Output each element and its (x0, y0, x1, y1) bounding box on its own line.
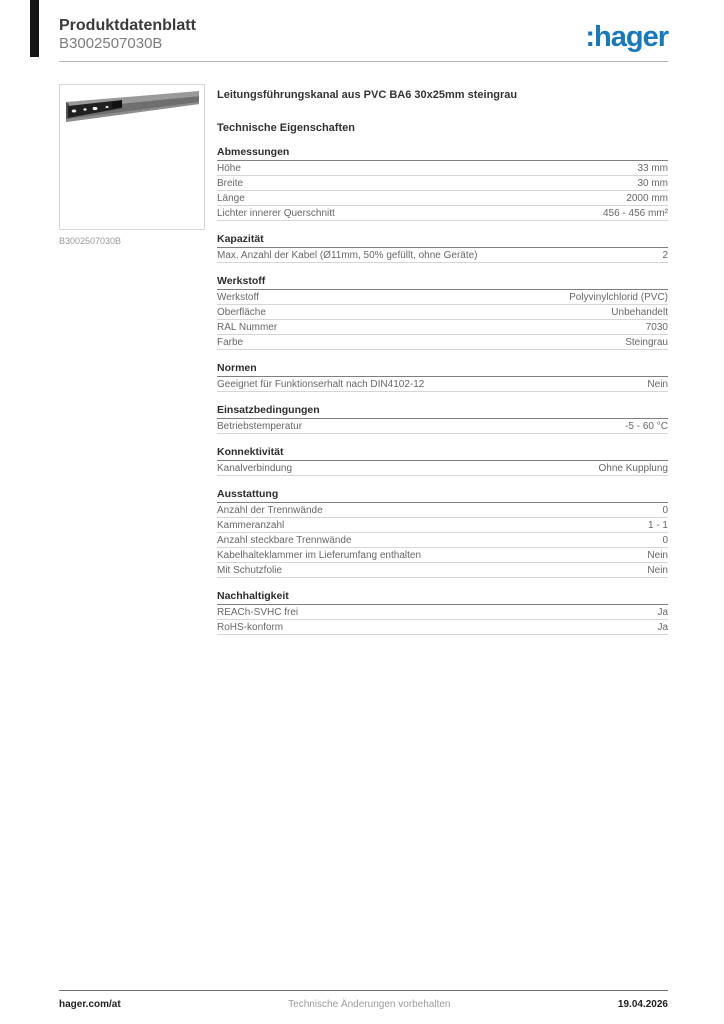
product-reference: B3002507030B (59, 35, 163, 53)
spec-label: Anzahl steckbare Trennwände (217, 534, 352, 546)
spec-value: Nein (647, 564, 668, 576)
spec-row (217, 503, 668, 518)
spec-label: Länge (217, 192, 245, 204)
spec-row (217, 377, 668, 392)
spec-label: Farbe (217, 336, 244, 348)
spec-value: Ja (657, 606, 668, 618)
spec-row (217, 248, 668, 263)
spec-value: 0 (662, 504, 668, 516)
tech-sections (217, 146, 668, 635)
spec-section (217, 233, 668, 263)
footer-website-link[interactable]: hager.com/at (59, 999, 121, 1010)
spec-section-title: Ausstattung (217, 488, 668, 503)
spec-value: 2000 mm (626, 192, 668, 204)
spec-row (217, 461, 668, 476)
spec-row (217, 533, 668, 548)
spec-row (217, 176, 668, 191)
spec-label: Geeignet für Funktionserhalt nach DIN4102-12 (217, 378, 425, 390)
hager-logo: :hager (585, 21, 668, 53)
spec-label: Max. Anzahl der Kabel (Ø11mm, 50% gefüllt, ohne Geräte) (217, 249, 478, 261)
spec-row (217, 548, 668, 563)
spec-row (217, 320, 668, 335)
product-image-caption: B3002507030B (59, 236, 122, 247)
spec-label: Oberfläche (217, 306, 266, 318)
spec-value: 30 mm (637, 177, 668, 189)
spec-label: Breite (217, 177, 244, 189)
spec-column (217, 84, 668, 635)
footer-date: 19.04.2026 (617, 999, 668, 1010)
spec-section-title: Nachhaltigkeit (217, 590, 668, 605)
spec-section (217, 446, 668, 476)
spec-row (217, 305, 668, 320)
product-title: Leitungsführungskanal aus PVC BA6 30x25mm steingrau (217, 89, 518, 102)
spec-section (217, 590, 668, 635)
spec-section-title: Normen (217, 362, 668, 377)
spec-section-title: Konnektivität (217, 446, 668, 461)
header (59, 16, 668, 62)
spec-value: Nein (647, 549, 668, 561)
spec-value: 33 mm (637, 162, 668, 174)
spec-section (217, 488, 668, 578)
spec-value: 2 (662, 249, 668, 261)
spec-label: Kammeranzahl (217, 519, 285, 531)
spec-label: Kanalverbindung (217, 462, 293, 474)
spec-label: RAL Nummer (217, 321, 278, 333)
spec-row (217, 206, 668, 221)
header-titles (59, 16, 196, 53)
spec-value: Nein (647, 378, 668, 390)
spec-value: 1 - 1 (647, 519, 668, 531)
spec-value: Unbehandelt (611, 306, 668, 318)
spec-value: -5 - 60 °C (625, 420, 668, 432)
spec-row (217, 563, 668, 578)
spec-section (217, 146, 668, 221)
spec-label: Lichter innerer Querschnitt (217, 207, 335, 219)
spec-value: 7030 (645, 321, 668, 333)
spec-value: Ohne Kupplung (598, 462, 668, 474)
spec-label: REACh-SVHC frei (217, 606, 299, 618)
product-image-column (59, 84, 205, 635)
spec-label: Anzahl der Trennwände (217, 504, 323, 516)
spec-label: Werkstoff (217, 291, 259, 303)
spec-label: Mit Schutzfolie (217, 564, 283, 576)
spec-section-title: Abmessungen (217, 146, 668, 161)
spec-value: Polyvinylchlorid (PVC) (569, 291, 668, 303)
cable-trunking-icon (60, 85, 204, 229)
footer-disclaimer: Technische Änderungen vorbehalten (288, 999, 451, 1010)
spec-row (217, 605, 668, 620)
spec-section (217, 404, 668, 434)
footer (59, 990, 668, 1010)
tech-heading: Technische Eigenschaften (217, 122, 355, 135)
spec-section (217, 275, 668, 350)
spec-label: Höhe (217, 162, 241, 174)
spec-row (217, 191, 668, 206)
document-title: Produktdatenblatt (59, 17, 196, 34)
spec-row (217, 419, 668, 434)
spec-label: Kabelhalteklammer im Lieferumfang enthalten (217, 549, 421, 561)
spec-value: 456 - 456 mm² (602, 207, 668, 219)
spec-value: Ja (657, 621, 668, 633)
spec-section-title: Werkstoff (217, 275, 668, 290)
spec-section (217, 362, 668, 392)
spec-section-title: Kapazität (217, 233, 668, 248)
spec-section-title: Einsatzbedingungen (217, 404, 668, 419)
spec-label: Betriebstemperatur (217, 420, 303, 432)
spec-row (217, 290, 668, 305)
spec-value: 0 (662, 534, 668, 546)
spec-row (217, 161, 668, 176)
spec-row (217, 518, 668, 533)
spec-label: RoHS-konform (217, 621, 284, 633)
page-corner-mark (30, 0, 39, 57)
spec-value: Steingrau (625, 336, 668, 348)
spec-row (217, 620, 668, 635)
product-image (59, 84, 205, 230)
spec-row (217, 335, 668, 350)
